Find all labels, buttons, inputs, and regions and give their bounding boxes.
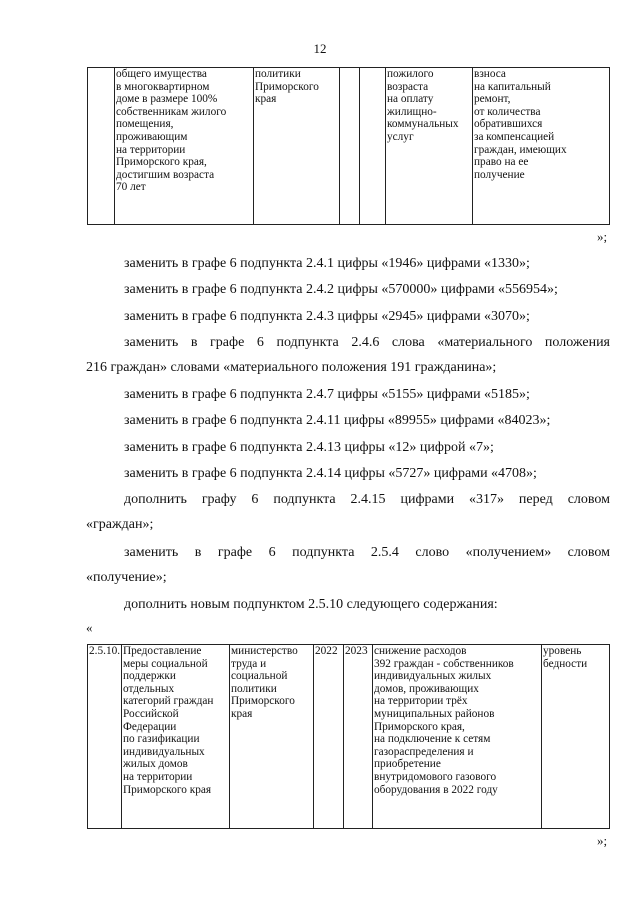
table-cell: взноса на капитальный ремонт, от количества обратившихся за компенсацией граждан, имеющих право на ее получение: [473, 68, 610, 225]
table-new-subitem: [87, 644, 610, 829]
instruction-line: заменить в графе 6 подпункта 2.4.1 цифры «1946» цифрами «1330»;: [124, 256, 530, 271]
table-cell: 2023: [344, 645, 373, 829]
table-cell: Предоставление меры социальной поддержки отдельных категорий граждан Российской Федерации по газификации индивидуальных жилых домов на территории Приморского края: [122, 645, 230, 829]
table-cell: пожилого возраста на оплату жилищно- коммунальных услуг: [386, 68, 473, 225]
instruction-line: заменить в графе 6 подпункта 2.4.6 слова «материального положения: [124, 335, 610, 350]
table-cell: снижение расходов 392 граждан - собственников индивидуальных жилых домов, проживающих на территории трёх муниципальных районов Приморского края, на подключение к сетям газораспределения и приобретение внутридомового газового оборудования в 2022 году: [373, 645, 542, 829]
opening-quote: «: [86, 620, 93, 635]
instruction-line: заменить в графе 6 подпункта 2.4.11 цифры «89955» цифрами «84023»;: [124, 413, 551, 428]
instruction-line: заменить в графе 6 подпункта 2.4.14 цифры «5727» цифрами «4708»;: [124, 466, 537, 481]
instruction-continuation: 216 граждан» словами «материального положения 191 гражданина»;: [86, 360, 497, 375]
table-cell: 2.5.10.: [88, 645, 122, 829]
instruction-line: заменить в графе 6 подпункта 2.4.7 цифры «5155» цифрами «5185»;: [124, 387, 530, 402]
page-number: 12: [313, 41, 327, 56]
instruction-line: заменить в графе 6 подпункта 2.5.4 слово «получением» словом: [124, 545, 610, 560]
table-cell: политики Приморского края: [254, 68, 340, 225]
instruction-line: дополнить графу 6 подпункта 2.4.15 цифрами «317» перед словом: [124, 492, 610, 507]
table-cell: министерство труда и социальной политики Приморского края: [230, 645, 314, 829]
table-top-continuation: [87, 67, 610, 225]
instruction-continuation: «граждан»;: [86, 517, 154, 532]
table-cell: [360, 68, 386, 225]
table-cell: общего имущества в многоквартирном доме в размере 100% собственникам жилого помещения, проживающим на территории Приморского края, достигшим возраста 70 лет: [115, 68, 254, 225]
table-cell: уровень бедности: [542, 645, 610, 829]
instruction-line: заменить в графе 6 подпункта 2.4.13 цифры «12» цифрой «7»;: [124, 440, 494, 455]
closing-quote: »;: [597, 833, 608, 848]
instruction-line: заменить в графе 6 подпункта 2.4.3 цифры «2945» цифрами «3070»;: [124, 309, 530, 324]
instruction-continuation: «получение»;: [86, 570, 167, 585]
table-cell: 2022: [314, 645, 344, 829]
table-cell: [88, 68, 115, 225]
instruction-line: дополнить новым подпунктом 2.5.10 следующего содержания:: [124, 597, 498, 612]
table-cell: [340, 68, 360, 225]
closing-quote: »;: [597, 229, 608, 244]
instruction-line: заменить в графе 6 подпункта 2.4.2 цифры «570000» цифрами «556954»;: [124, 282, 558, 297]
